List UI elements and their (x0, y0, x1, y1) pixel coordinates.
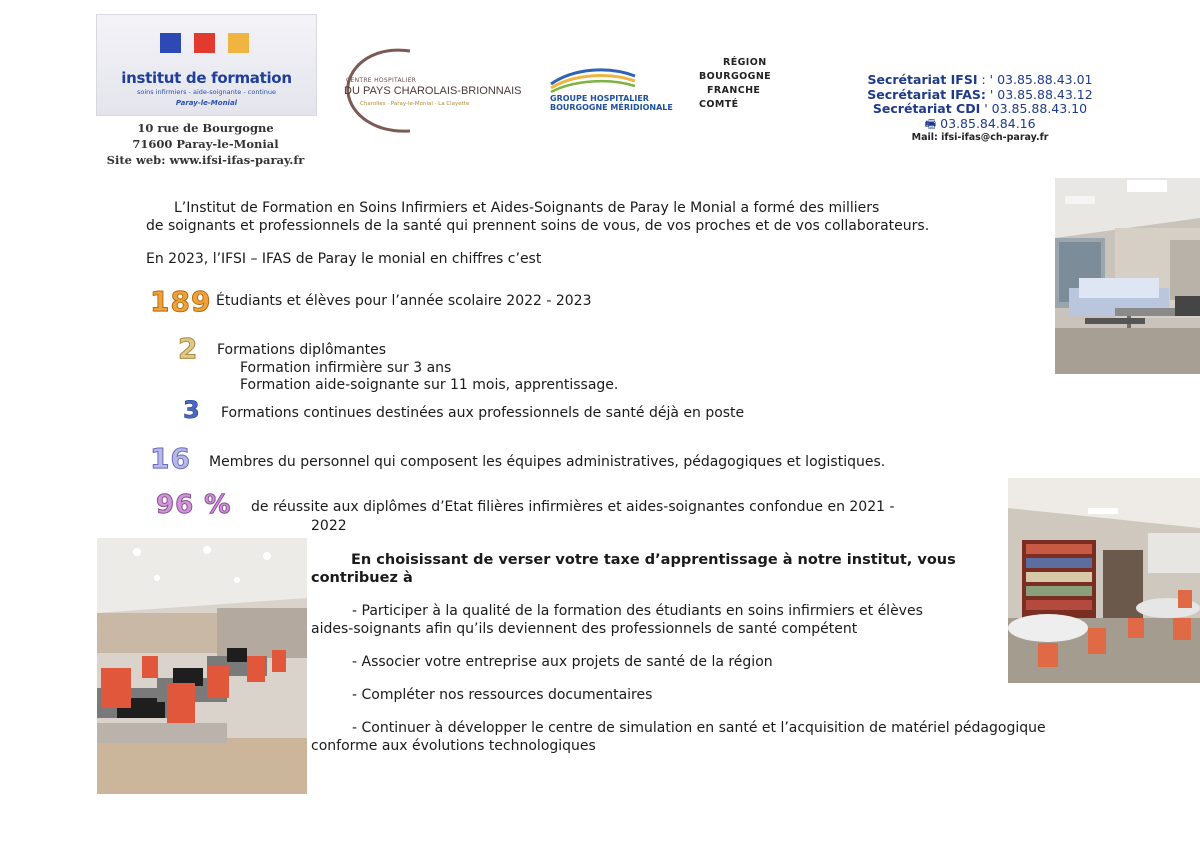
intro-line-3: En 2023, l’IFSI – IFAS de Paray le monial en chiffres c’est (146, 251, 542, 267)
figure-3-number: 3 (183, 396, 201, 424)
gh-bourgogne-logo (546, 62, 676, 118)
region-line-4: COMTÉ (699, 99, 739, 110)
figure-2-text: Formations diplômantes (217, 342, 387, 358)
photo-computer-room (97, 538, 307, 794)
photo-library (1008, 478, 1200, 683)
gh-logo-line2: BOURGOGNE MÉRIDIONALE (550, 103, 673, 112)
taxe-heading-1: En choisissant de verser votre taxe d’apprentissage à notre institut, vous (351, 552, 956, 568)
website-link[interactable]: Site web: www.ifsi-ifas-paray.fr (106, 153, 305, 167)
ch-logo-small: CENTRE HOSPITALIER (346, 77, 417, 84)
logo-square-yellow (228, 33, 249, 53)
taxe-bullet-2: - Associer votre entreprise aux projets de santé de la région (352, 654, 773, 670)
figure-189-number: 189 (150, 285, 212, 318)
figure-2-number: 2 (178, 332, 199, 365)
intro-line-1: L’Institut de Formation en Soins Infirmiers et Aides-Soignants de Paray le Monial a formé des milliers (174, 200, 880, 216)
ch-charolais-logo (340, 45, 530, 135)
region-line-3: FRANCHE (707, 85, 761, 96)
figure-16-text: Membres du personnel qui composent les équipes administratives, pédagogiques et logistiques. (209, 454, 886, 470)
figure-16-number: 16 (150, 442, 191, 475)
taxe-bullet-3: - Compléter nos ressources documentaires (352, 687, 653, 703)
taxe-heading-2: contribuez à (311, 570, 413, 586)
figure-2-sub-2: Formation aide-soignante sur 11 mois, apprentissage. (240, 377, 619, 393)
region-line-2: BOURGOGNE (699, 71, 772, 82)
photo-hospital-room (1055, 178, 1200, 374)
contact-ifsi: Secrétariat IFSI : ' 03.85.88.43.01 (867, 72, 1093, 87)
logo-square-blue (160, 33, 181, 53)
figure-96-number: 96 % (156, 490, 232, 520)
logo-square-red (194, 33, 215, 53)
logo-subtitle: soins infirmiers - aide-soignante - continue (136, 88, 277, 96)
figure-189-text: Étudiants et élèves pour l’année scolaire 2022 - 2023 (216, 293, 592, 309)
taxe-bullet-4-line-1: - Continuer à développer le centre de simulation en santé et l’acquisition de matériel pédagogique (352, 720, 1046, 736)
figure-96-text: de réussite aux diplômes d’Etat filières infirmières et aides-soignantes confondue en 2021 - (251, 499, 895, 515)
figure-2-sub-1: Formation infirmière sur 3 ans (240, 360, 452, 376)
logo-city: Paray-le-Monial (175, 99, 238, 107)
ch-logo-main: DU PAYS CHAROLAIS-BRIONNAIS (344, 85, 522, 97)
contact-mail[interactable]: Mail: ifsi-ifas@ch-paray.fr (911, 132, 1049, 143)
figure-3-text: Formations continues destinées aux professionnels de santé déjà en poste (221, 405, 745, 421)
taxe-bullet-1-line-1: - Participer à la qualité de la formation des étudiants en soins infirmiers et élèves (352, 603, 923, 619)
intro-line-2: de soignants et professionnels de la santé qui prennent soins de vous, de vos proches et de vos collaborateurs. (146, 218, 930, 234)
contact-ifas: Secrétariat IFAS: ' 03.85.88.43.12 (867, 86, 1093, 102)
contact-fax: 🖷 03.85.84.84.16 (924, 115, 1036, 131)
logo-title: institut de formation (121, 69, 292, 87)
gh-logo-line1: GROUPE HOSPITALIER (550, 94, 649, 103)
ch-logo-sites: Charolles · Paray-le-Monial · La Clayette (360, 101, 470, 107)
figure-96-text-2: 2022 (311, 518, 347, 534)
taxe-bullet-4-line-2: conforme aux évolutions technologiques (311, 738, 596, 754)
region-line-1: RÉGION (723, 57, 767, 68)
contact-block (830, 73, 1130, 146)
address-city: 71600 Paray-le-Monial (132, 137, 279, 151)
address-street: 10 rue de Bourgogne (137, 121, 274, 135)
taxe-bullet-1-line-2: aides-soignants afin qu’ils deviennent des professionnels de santé compétent (311, 621, 858, 637)
contact-cdi: Secrétariat CDI ' 03.85.88.43.10 (872, 101, 1088, 116)
region-logo (697, 56, 771, 112)
institute-logo (96, 14, 317, 116)
